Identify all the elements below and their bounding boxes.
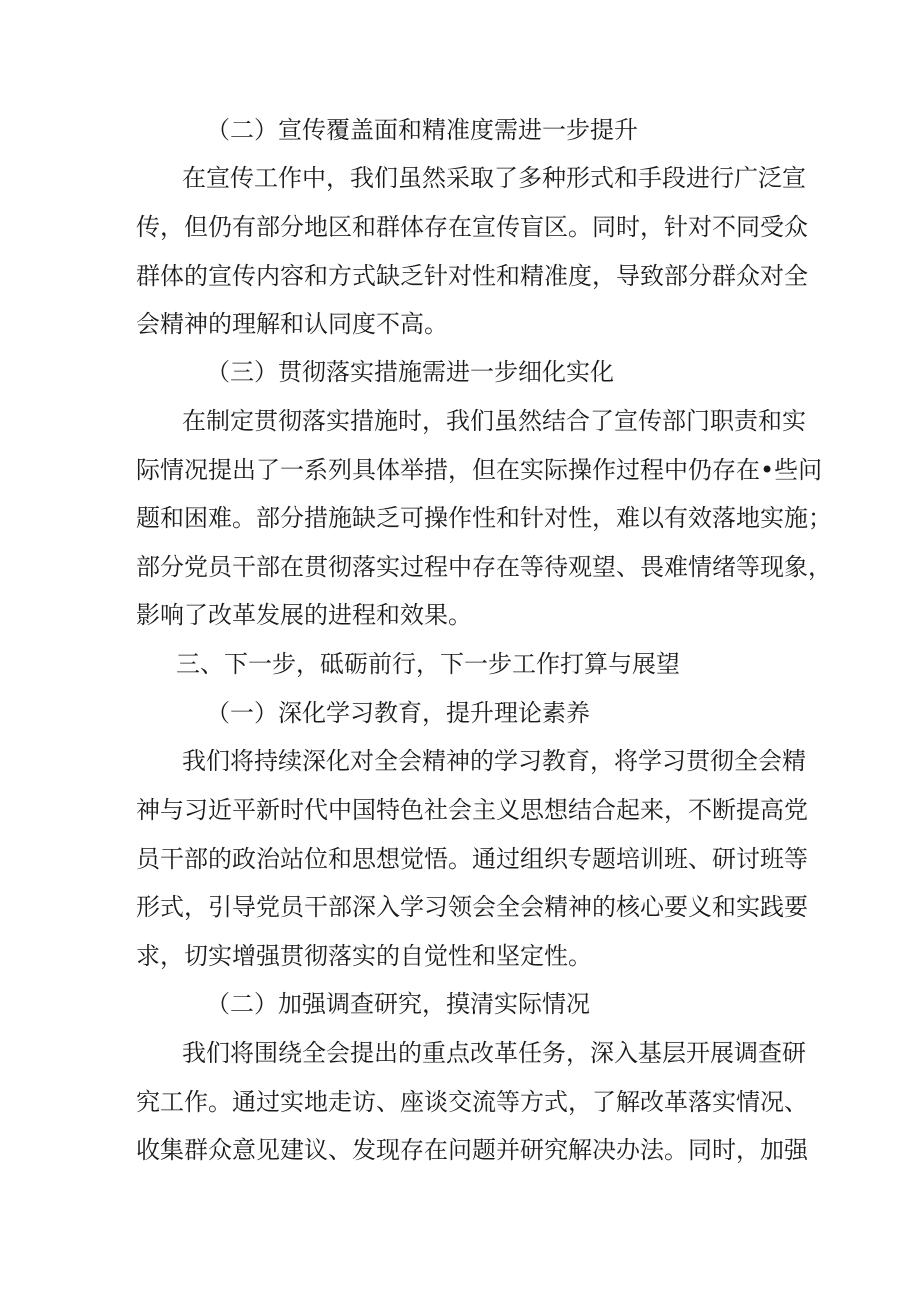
section-heading-investigation: （二）加强调查研究，摸清实际情况 bbox=[206, 990, 590, 1018]
paragraph-line: 群体的宣传内容和方式缺乏针对性和精准度，导致部分群众对全 bbox=[136, 262, 808, 290]
section-heading-implementation-measures: （三）贯彻落实措施需进一步细化实化 bbox=[206, 358, 614, 386]
chapter-heading-next-steps: 三、下一步，砥砺前行，下一步工作打算与展望 bbox=[176, 650, 680, 678]
paragraph-line: 影响了改革发展的进程和效果。 bbox=[136, 601, 472, 629]
paragraph-line: 我们将围绕全会提出的重点改革任务，深入基层开展调查研 bbox=[182, 1039, 806, 1067]
paragraph-line: 在制定贯彻落实措施时，我们虽然结合了宣传部门职责和实 bbox=[182, 407, 806, 435]
paragraph-line: 求，切实增强贯彻落实的自觉性和坚定性。 bbox=[136, 942, 592, 970]
section-heading-publicity-coverage: （二）宣传覆盖面和精准度需进一步提升 bbox=[206, 116, 638, 144]
paragraph-line: 部分党员干部在贯彻落实过程中存在等待观望、畏难情绪等现象， bbox=[136, 553, 832, 581]
paragraph-line: 会精神的理解和认同度不高。 bbox=[136, 310, 448, 338]
paragraph-line: 题和困难。部分措施缺乏可操作性和针对性，难以有效落地实施； bbox=[136, 504, 832, 532]
paragraph-line: 形式，引导党员干部深入学习领会全会精神的核心要义和实践要 bbox=[136, 893, 808, 921]
paragraph-line: 员干部的政治站位和思想觉悟。通过组织专题培训班、研讨班等 bbox=[136, 845, 808, 873]
paragraph-line: 我们将持续深化对全会精神的学习教育，将学习贯彻全会精 bbox=[182, 747, 806, 775]
paragraph-line: 传，但仍有部分地区和群体存在宣传盲区。同时，针对不同受众 bbox=[136, 213, 808, 241]
paragraph-line: 际情况提出了一系列具体举措，但在实际操作过程中仍存在•些问 bbox=[136, 456, 823, 484]
section-heading-deepen-study: （一）深化学习教育，提升理论素养 bbox=[206, 699, 590, 727]
paragraph-line: 神与习近平新时代中国特色社会主义思想结合起来，不断提高党 bbox=[136, 796, 808, 824]
paragraph-line: 在宣传工作中，我们虽然采取了多种形式和手段进行广泛宣 bbox=[182, 164, 806, 192]
paragraph-line: 收集群众意见建议、发现存在问题并研究解决办法。同时，加强 bbox=[136, 1136, 808, 1164]
paragraph-line: 究工作。通过实地走访、座谈交流等方式，了解改革落实情况、 bbox=[136, 1088, 808, 1116]
